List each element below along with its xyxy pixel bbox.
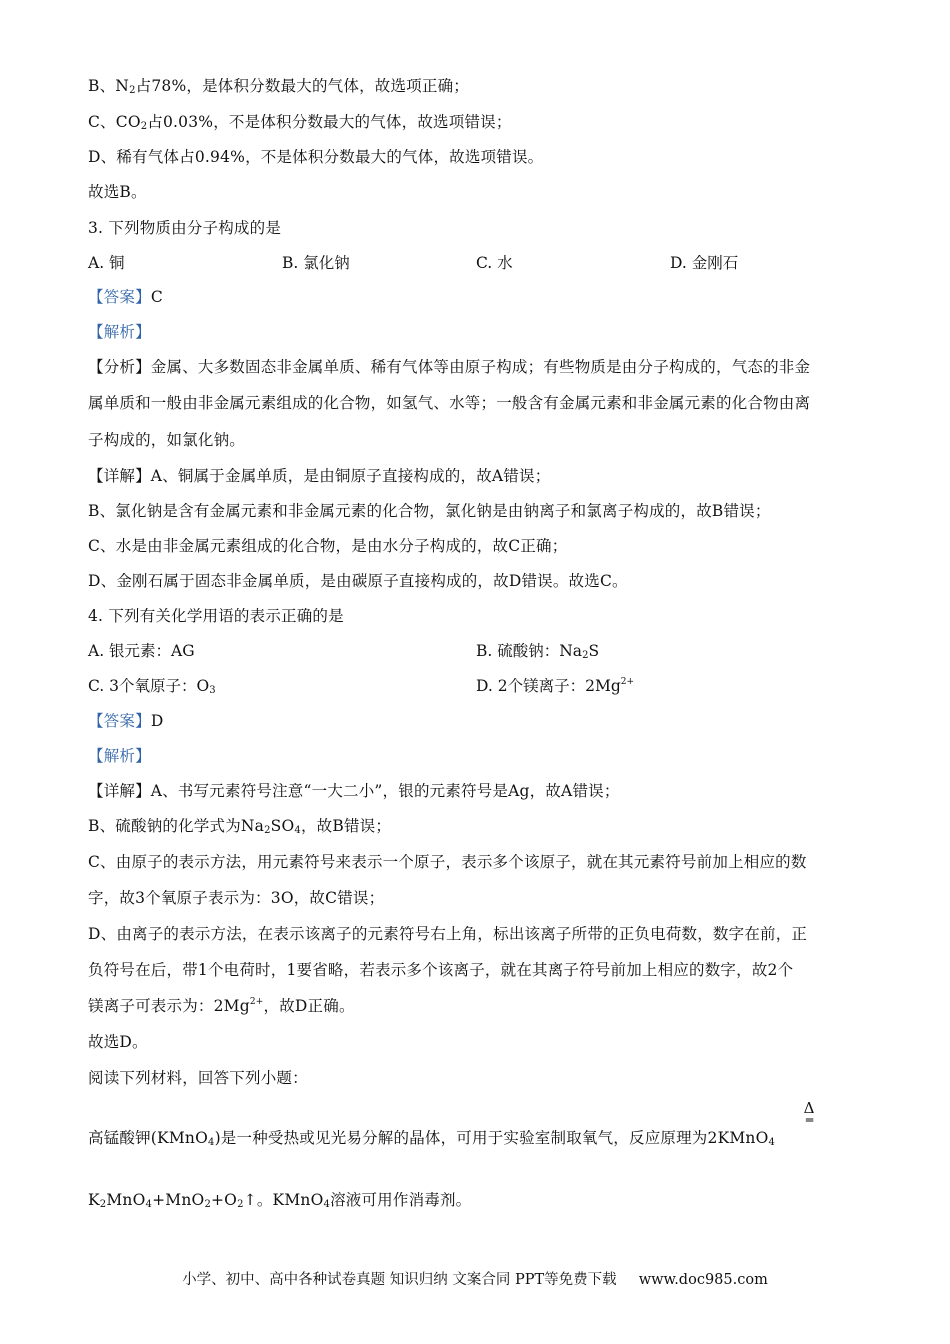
text-line: C、由原子的表示方法，用元素符号来表示一个原子，表示多个该原子，就在其元素符号前加上相应的数 [88,853,807,871]
q3-option-d: D. 金刚石 [670,254,739,272]
text-line: 故选B。 [88,183,147,201]
text-line: 镁离子可表示为：$2Mg^{2+}$，故D正确。 [88,997,355,1015]
q3-option-c: C. 水 [476,254,513,272]
q4-option-d: D. 2个镁离子：$2Mg^{2+}$ [476,677,635,695]
text-line: 【详解】A、书写元素符号注意“一大二小”，银的元素符号是Ag，故A错误； [88,782,620,800]
text-line: 字，故3个氧原子表示为：3O，故C错误； [88,889,385,907]
text-line: C、水是由非金属元素组成的化合物，是由水分子构成的，故C正确； [88,537,568,555]
text-line: 负符号在后，带1个电荷时，1要省略，若表示多个该离子，就在其离子符号前加上相应的数字，故2个 [88,961,794,979]
text-line: $K_2MnO_4+MnO_2+O_2↑$。KMnO$_4$溶液可用作消毒剂。 [88,1191,472,1210]
text-line: 属单质和一般由非金属元素组成的化合物，如氢气、水等；一般含有金属元素和非金属元素的化合物由离 [88,394,811,412]
q4-option-c: C. 3个氧原子：$O_3$ [88,677,216,696]
text-line: D、由离子的表示方法，在表示该离子的元素符号右上角，标出该离子所带的正负电荷数，数字在前，正 [88,925,808,943]
text-line: D、稀有气体占0.94%，不是体积分数最大的气体，故选项错误。 [88,148,544,166]
text-line: 高锰酸钾(KMnO$_4$)是一种受热或见光易分解的晶体，可用于实验室制取氧气，反应原理为2KMnO$_4$ [88,1129,776,1148]
text-line: 【分析】金属、大多数固态非金属单质、稀有气体等由原子构成；有些物质是由分子构成的，气态的非金 [88,358,811,376]
q3-option-b: B. 氯化钠 [282,254,350,272]
footer-url[interactable]: www.doc985.com [638,1272,768,1288]
reaction-condition: Δ ═ [803,1099,815,1127]
answer-3: 【答案】C [88,288,163,306]
text-line: 【详解】A、铜属于金属单质，是由铜原子直接构成的，故A错误； [88,467,551,485]
text-line: 阅读下列材料，回答下列小题： [88,1069,308,1087]
text-line: B、氯化钠是含有金属元素和非金属元素的化合物，氯化钠是由钠离子和氯离子构成的，故B错误； [88,502,771,520]
footer-text: 小学、初中、高中各种试卷真题 知识归纳 文案合同 PPT等免费下载 [182,1272,617,1288]
text-line: B、硫酸钠的化学式为$Na_2SO_4$，故B错误； [88,817,392,836]
text-line: C、$CO_2$占0.03%，不是体积分数最大的气体，故选项错误； [88,113,512,132]
question-4: 4. 下列有关化学用语的表示正确的是 [88,607,344,625]
analysis-4-tag: 【解析】 [88,747,151,765]
text-line: 子构成的，如氯化钠。 [88,431,246,449]
text-line: D、金刚石属于固态非金属单质，是由碳原子直接构成的，故D错误。故选C。 [88,572,628,590]
q4-option-b: B. 硫酸钠：$Na_2S$ [476,642,600,661]
q3-option-a: A. 铜 [88,254,125,272]
analysis-3-tag: 【解析】 [88,323,151,341]
q4-option-a: A. 银元素：AG [88,642,195,660]
answer-4: 【答案】D [88,712,164,730]
text-line: 故选D。 [88,1033,148,1051]
text-line: B、$N_2$占78%，是体积分数最大的气体，故选项正确； [88,77,469,96]
question-3: 3. 下列物质由分子构成的是 [88,219,282,237]
page-footer [0,1270,950,1290]
